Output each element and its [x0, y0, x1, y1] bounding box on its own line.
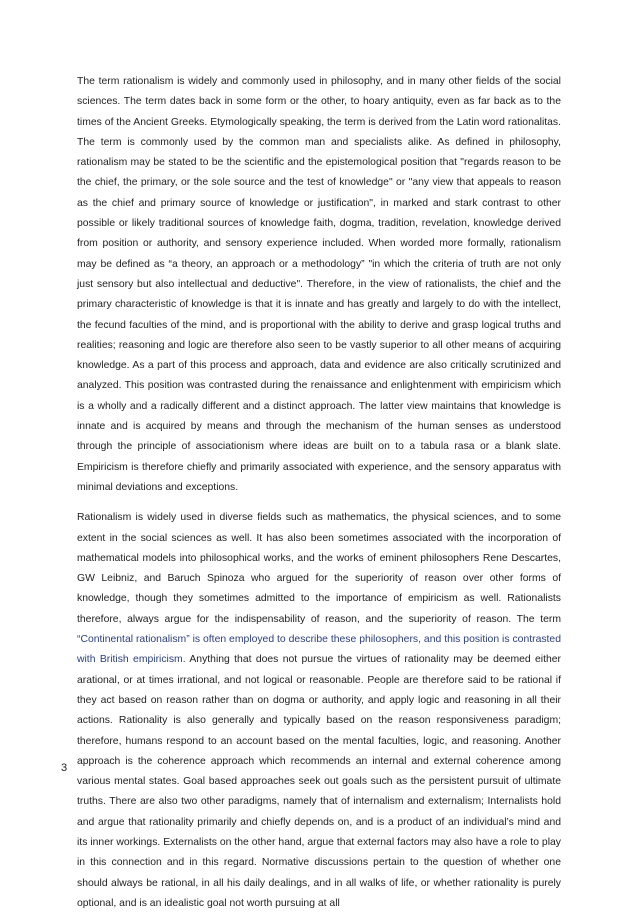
- paragraph-2-text-end: Anything that does not pursue the virtues of rationality may be deemed either arational, or at times irrational, and not logical or reasonable. People are therefore said to be rational if they act based on reason rather than on dogma or authority, and apply logic and reasoning in all their actions. Rationality is also generally and typically based on the reason responsiveness paradigm; therefore, humans respond to an account based on the mental faculties, logic, and reasoning. Another approach is the coherence approach which recommends an internal and external coherence among various mental states. Goal based approaches seek out goals such as the persistent pursuit of ultimate truths. There are also two other paradigms, namely that of internalism and externalism; Internalists hold and argue that rationality primarily and chiefly depends on, and is a product of an individual’s mind and its inner workings. Externalists on the other hand, argue that external factors may also have a role to play in this connection and in this regard. Normative discussions pertain to the question of whether one should always be rational, in all his daily dealings, and in all walks of life, or whether rationality is purely optional, and is an idealistic goal not worth pursuing at all: [77, 654, 562, 909]
- paragraph-2-highlighted-sentence: “Continental rationalism” is often employed to describe these philosophers, and this position is contrasted with British empiricism.: [77, 634, 561, 666]
- page-body: [77, 72, 561, 924]
- paragraph-1: The term rationalism is widely and commonly used in philosophy, and in many other fields of the social sciences. The term dates back in some form or the other, to hoary antiquity, even as far back as to the times of the Ancient Greeks. Etymologically speaking, the term is derived from the Latin word rationalitas. The term is commonly used by the common man and specialists alike. As defined in philosophy, rationalism may be stated to be the scientific and the epistemological position that "regards reason to be the chief, the primary, or the sole source and the test of knowledge" or "any view that appeals to reason as the chief and primary source of knowledge or justification", in marked and stark contrast to other possible or likely traditional sources of knowledge faith, dogma, tradition, revelation, knowledge derived from position or authority, and sensory experience included. When worded more formally, rationalism may be defined as “a theory, an approach or a methodology” "in which the criteria of truth are not only just sensory but also intellectual and deductive". Therefore, in the view of rationalists, the chief and the primary characteristic of knowledge is that it is innate and has greatly and largely to do with the intellect, the fecund faculties of the mind, and is proportional with the ability to derive and grasp logical truths and realities; reasoning and logic are therefore also seen to be vastly superior to all other means of acquiring knowledge. As a part of this process and approach, data and evidence are also critically scrutinized and analyzed. This position was contrasted during the renaissance and enlightenment with empiricism which is a wholly and a radically different and a distinct approach. The latter view maintains that knowledge is innate and is acquired by means and through the mechanism of the human senses as understood through the principle of associationism where ideas are built on to a tabula rasa or a blank slate. Empiricism is therefore chiefly and primarily associated with experience, and the sensory apparatus with minimal deviations and exceptions.: [77, 76, 561, 493]
- paragraph-2-text-start: Rationalism is widely used in diverse fields such as mathematics, the physical sciences, and to some extent in the social sciences as well. It has also been sometimes associated with the incorporation of mathematical models into philosophical works, and the works of eminent philosophers Rene Descartes, GW Leibniz, and Baruch Spinoza who argued for the superiority of reason over other forms of knowledge, though they sometimes admitted to the importance of empiricism as well. Rationalists therefore, always argue for the indispensability of reason, and the superiority of reason. The term: [77, 512, 561, 625]
- paragraph-2: [77, 508, 561, 914]
- page-number: 3: [61, 762, 68, 774]
